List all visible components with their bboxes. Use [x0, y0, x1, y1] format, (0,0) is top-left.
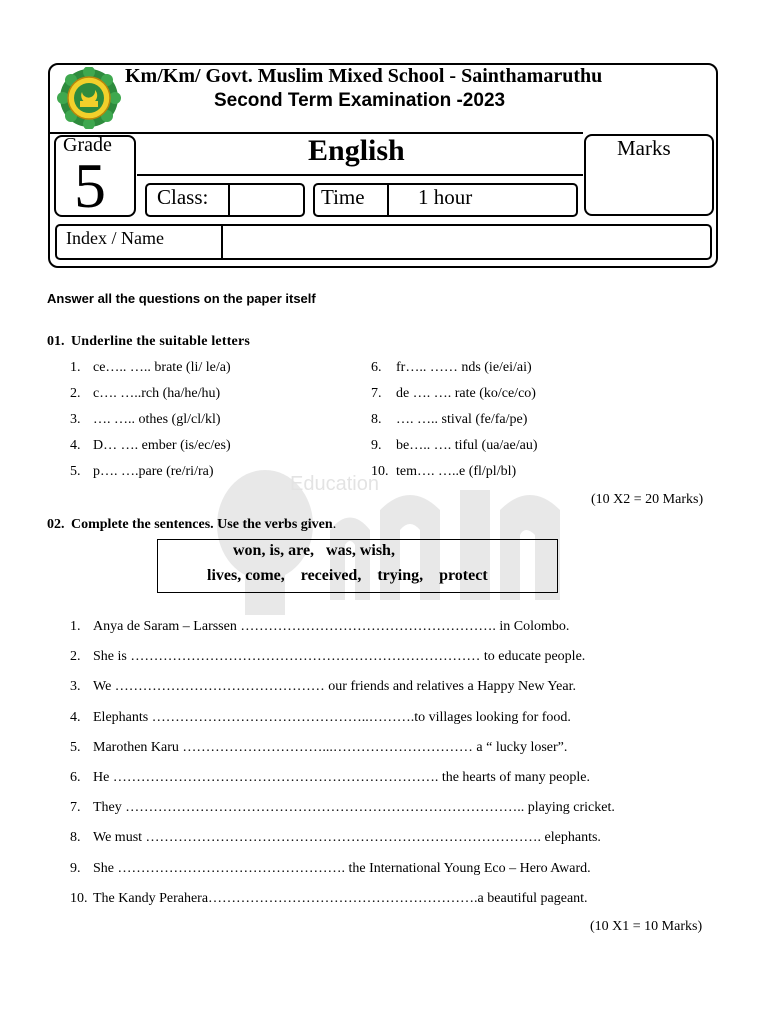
- grade-number: 5: [74, 150, 106, 221]
- q2-item-number: 4.: [70, 709, 81, 725]
- q2-item-number: 10.: [70, 890, 88, 906]
- q1-right-item-number: 10.: [371, 464, 389, 479]
- q2-item-text[interactable]: We ……………………………………… our friends and relatives a Happy New Year.: [93, 679, 576, 695]
- q1-right-item-text[interactable]: fr….. …… nds (ie/ei/ai): [396, 360, 532, 375]
- q2-item-text[interactable]: Marothen Karu …………………………...………………………… a “ lucky loser”.: [93, 739, 568, 755]
- q1-marks: (10 X2 = 20 Marks): [591, 492, 704, 507]
- verb-list-line-1: won, is, are, was, wish,: [233, 542, 395, 559]
- q1-right-item-text[interactable]: …. ….. stival (fe/fa/pe): [396, 412, 528, 427]
- q2-item-text[interactable]: She is ………………………………………………………………… to educate people.: [93, 649, 586, 665]
- q1-right-item-text[interactable]: tem…. …..e (fl/pl/bl): [396, 464, 517, 479]
- watermark-text: Education: [290, 473, 379, 495]
- q2-item-text[interactable]: She …………………………………………. the International Young Eco – Hero Award.: [93, 860, 591, 876]
- q1-left-item-number: 5.: [70, 464, 81, 479]
- divider: [137, 174, 583, 176]
- q2-title-text: Complete the sentences. Use the verbs given: [71, 517, 333, 532]
- grade-label: Grade: [63, 134, 112, 156]
- divider: [228, 184, 230, 216]
- q1-right-item-number: 6.: [371, 360, 382, 375]
- q2-item-text[interactable]: The Kandy Perahera………………………………………………….a beautiful pageant.: [93, 890, 588, 906]
- q2-item-text[interactable]: We must …………………………………………………………………………. elephants.: [93, 830, 601, 846]
- q1-right-item-number: 7.: [371, 386, 382, 401]
- divider: [387, 184, 389, 216]
- q2-title-end: .: [332, 517, 337, 532]
- q2-item-number: 1.: [70, 619, 81, 634]
- exam-title: Second Term Examination -2023: [214, 90, 506, 111]
- q2-item-number: 6.: [70, 770, 81, 785]
- q1-left-item-text[interactable]: p…. ….pare (re/ri/ra): [93, 464, 214, 479]
- q2-item-number: 2.: [70, 649, 81, 665]
- q2-marks: (10 X1 = 10 Marks): [590, 919, 703, 934]
- q1-left-item-number: 2.: [70, 386, 81, 401]
- q2-number: 02.: [47, 517, 65, 532]
- verb-list-line-2: lives, come, received, trying, protect: [207, 567, 488, 584]
- q1-right-item-text[interactable]: be….. …. tiful (ua/ae/au): [396, 438, 538, 453]
- q2-title: [71, 517, 336, 533]
- subject-title: English: [308, 134, 405, 167]
- q1-title: Underline the suitable letters: [71, 334, 251, 349]
- q1-right-item-number: 8.: [371, 412, 382, 427]
- time-label: Time: [321, 185, 365, 209]
- q1-left-item-number: 1.: [70, 360, 81, 375]
- q1-right-item-text[interactable]: de …. …. rate (ko/ce/co): [396, 386, 536, 401]
- divider: [221, 225, 223, 259]
- class-label: Class:: [157, 185, 209, 209]
- index-name-label: Index / Name: [66, 228, 164, 248]
- school-name: Km/Km/ Govt. Muslim Mixed School - Sainthamaruthu: [125, 65, 603, 87]
- q1-right-item-number: 9.: [371, 438, 382, 453]
- q2-item-text[interactable]: They ………………………………………………………………………….. playing cricket.: [93, 800, 615, 816]
- q1-left-item-text[interactable]: D… …. ember (is/ec/es): [93, 438, 231, 453]
- q2-item-text[interactable]: He ……………………………………………………………. the hearts of many people.: [93, 770, 590, 785]
- q2-item-number: 7.: [70, 800, 81, 816]
- q1-left-item-text[interactable]: ce….. ….. brate (li/ le/a): [93, 360, 231, 375]
- q1-left-item-number: 3.: [70, 412, 81, 427]
- q2-item-number: 9.: [70, 860, 81, 876]
- q2-item-number: 8.: [70, 830, 81, 846]
- q2-item-number: 3.: [70, 679, 81, 695]
- q2-item-text[interactable]: Anya de Saram – Larssen ………………………………………………. in Colombo.: [93, 619, 570, 634]
- q1-left-item-number: 4.: [70, 438, 81, 453]
- q2-item-number: 5.: [70, 739, 81, 755]
- school-crest-icon: [55, 67, 123, 129]
- marks-label: Marks: [617, 136, 671, 160]
- q2-item-text[interactable]: Elephants ………………………………………..……….to villages looking for food.: [93, 709, 571, 725]
- q1-left-item-text[interactable]: c…. …..rch (ha/he/hu): [93, 386, 221, 401]
- q1-number: 01.: [47, 334, 65, 349]
- q1-left-item-text[interactable]: …. ….. othes (gl/cl/kl): [93, 412, 221, 427]
- time-value: 1 hour: [418, 185, 473, 209]
- instruction: Answer all the questions on the paper itself: [47, 291, 316, 306]
